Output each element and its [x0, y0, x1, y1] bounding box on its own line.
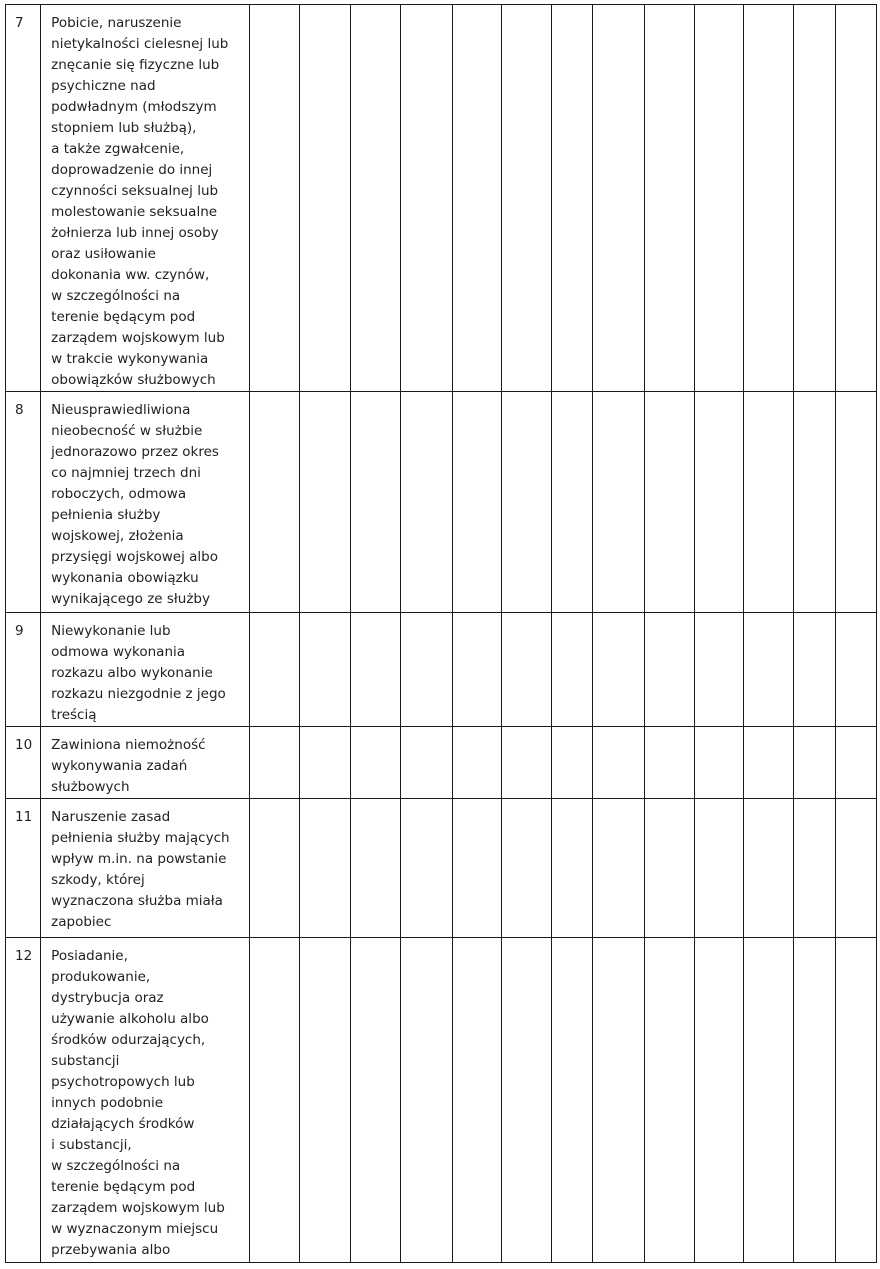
description-line: czynności seksualnej lub	[51, 183, 219, 199]
table-row	[6, 5, 877, 392]
empty-cell[interactable]	[744, 799, 794, 938]
empty-cell[interactable]	[552, 938, 593, 1263]
empty-cell[interactable]	[351, 5, 401, 392]
empty-cell[interactable]	[250, 5, 300, 392]
empty-cell[interactable]	[744, 5, 794, 392]
empty-cell[interactable]	[250, 727, 300, 799]
empty-cell[interactable]	[694, 5, 744, 392]
empty-cell[interactable]	[552, 392, 593, 613]
empty-cell[interactable]	[694, 392, 744, 613]
table-body	[6, 5, 877, 1263]
empty-cell[interactable]	[299, 392, 351, 613]
row-description	[41, 799, 250, 938]
row-description	[41, 5, 250, 392]
empty-cell[interactable]	[351, 938, 401, 1263]
description-line: nieobecność w służbie	[51, 423, 203, 439]
offense-table	[5, 4, 877, 1263]
table-row	[6, 392, 877, 613]
description-line: wykonania obowiązku	[51, 570, 199, 586]
description-line: Niewykonanie lub	[51, 623, 171, 639]
description-line: substancji	[51, 1053, 120, 1069]
empty-cell[interactable]	[744, 613, 794, 727]
empty-cell[interactable]	[835, 392, 877, 613]
description-line: rozkazu niezgodnie z jego	[51, 686, 226, 702]
row-description	[41, 938, 250, 1263]
description-line: jednorazowo przez okres	[51, 444, 219, 460]
description-line: służbowych	[51, 779, 130, 795]
empty-cell[interactable]	[351, 727, 401, 799]
description-line: psychiczne nad	[51, 78, 156, 94]
description-line: dokonania ww. czynów,	[51, 267, 210, 283]
description-line: odmowa wykonania	[51, 644, 186, 660]
empty-cell[interactable]	[835, 613, 877, 727]
row-description	[41, 727, 250, 799]
description-line: zarządem wojskowym lub	[51, 330, 225, 346]
empty-cell[interactable]	[351, 392, 401, 613]
row-number: 12	[6, 938, 41, 1263]
description-line: podwładnym (młodszym	[51, 99, 217, 115]
empty-cell[interactable]	[694, 613, 744, 727]
empty-cell[interactable]	[502, 727, 552, 799]
empty-cell[interactable]	[645, 799, 695, 938]
description-line: w trakcie wykonywania	[51, 351, 209, 367]
description-line: Pobicie, naruszenie	[51, 15, 182, 31]
empty-cell[interactable]	[552, 799, 593, 938]
description-line: w wyznaczonym miejscu	[51, 1221, 219, 1237]
empty-cell[interactable]	[593, 613, 645, 727]
description-line: znęcanie się fizyczne lub	[51, 57, 220, 73]
empty-cell[interactable]	[452, 727, 502, 799]
empty-cell[interactable]	[502, 392, 552, 613]
description-line: oraz usiłowanie	[51, 246, 156, 262]
empty-cell[interactable]	[835, 938, 877, 1263]
empty-cell[interactable]	[401, 392, 453, 613]
empty-cell[interactable]	[794, 727, 835, 799]
description-line: Zawiniona niemożność	[51, 737, 206, 753]
row-number: 9	[6, 613, 41, 727]
empty-cell[interactable]	[452, 392, 502, 613]
empty-cell[interactable]	[835, 727, 877, 799]
row-number: 7	[6, 5, 41, 392]
empty-cell[interactable]	[835, 5, 877, 392]
empty-cell[interactable]	[502, 799, 552, 938]
empty-cell[interactable]	[645, 727, 695, 799]
description-line: innych podobnie	[51, 1095, 164, 1111]
empty-cell[interactable]	[794, 938, 835, 1263]
table-row	[6, 727, 877, 799]
empty-cell[interactable]	[552, 5, 593, 392]
empty-cell[interactable]	[401, 938, 453, 1263]
empty-cell[interactable]	[299, 727, 351, 799]
description-line: w szczególności na	[51, 288, 181, 304]
table-row	[6, 613, 877, 727]
empty-cell[interactable]	[744, 938, 794, 1263]
description-line: psychotropowych lub	[51, 1074, 195, 1090]
description-line: produkowanie,	[51, 969, 151, 985]
empty-cell[interactable]	[452, 5, 502, 392]
row-number: 11	[6, 799, 41, 938]
empty-cell[interactable]	[452, 799, 502, 938]
empty-cell[interactable]	[299, 938, 351, 1263]
empty-cell[interactable]	[645, 613, 695, 727]
empty-cell[interactable]	[401, 5, 453, 392]
table-row	[6, 799, 877, 938]
empty-cell[interactable]	[694, 727, 744, 799]
empty-cell[interactable]	[645, 5, 695, 392]
description-line: terenie będącym pod	[51, 309, 196, 325]
description-line: roboczych, odmowa	[51, 486, 187, 502]
empty-cell[interactable]	[502, 938, 552, 1263]
empty-cell[interactable]	[351, 613, 401, 727]
empty-cell[interactable]	[250, 392, 300, 613]
empty-cell[interactable]	[645, 392, 695, 613]
empty-cell[interactable]	[593, 938, 645, 1263]
empty-cell[interactable]	[401, 799, 453, 938]
description-line: żołnierza lub innej osoby	[51, 225, 219, 241]
description-line: i substancji,	[51, 1137, 132, 1153]
description-line: wykonywania zadań	[51, 758, 188, 774]
empty-cell[interactable]	[250, 799, 300, 938]
empty-cell[interactable]	[593, 727, 645, 799]
description-line: co najmniej trzech dni	[51, 465, 201, 481]
description-line: dystrybucja oraz	[51, 990, 164, 1006]
description-line: Naruszenie zasad	[51, 809, 171, 825]
empty-cell[interactable]	[452, 938, 502, 1263]
description-line: obowiązków służbowych	[51, 372, 216, 388]
description-line: szkody, której	[51, 872, 145, 888]
row-number: 8	[6, 392, 41, 613]
empty-cell[interactable]	[794, 5, 835, 392]
empty-cell[interactable]	[552, 613, 593, 727]
description-line: Posiadanie,	[51, 948, 128, 964]
empty-cell[interactable]	[250, 613, 300, 727]
description-line: wyznaczona służba miała	[51, 893, 223, 909]
row-description	[41, 613, 250, 727]
empty-cell[interactable]	[694, 799, 744, 938]
description-line: terenie będącym pod	[51, 1179, 196, 1195]
description-line: przysięgi wojskowej albo	[51, 549, 218, 565]
empty-cell[interactable]	[744, 727, 794, 799]
empty-cell[interactable]	[593, 799, 645, 938]
empty-cell[interactable]	[299, 613, 351, 727]
description-line: a także zgwałcenie,	[51, 141, 185, 157]
description-line: wpływ m.in. na powstanie	[51, 851, 227, 867]
empty-cell[interactable]	[794, 392, 835, 613]
row-number: 10	[6, 727, 41, 799]
description-line: zapobiec	[51, 914, 112, 930]
empty-cell[interactable]	[502, 5, 552, 392]
empty-cell[interactable]	[401, 613, 453, 727]
description-line: molestowanie seksualne	[51, 204, 218, 220]
empty-cell[interactable]	[502, 613, 552, 727]
empty-cell[interactable]	[299, 799, 351, 938]
empty-cell[interactable]	[593, 392, 645, 613]
empty-cell[interactable]	[694, 938, 744, 1263]
description-line: treścią	[51, 707, 97, 723]
empty-cell[interactable]	[593, 5, 645, 392]
empty-cell[interactable]	[744, 392, 794, 613]
empty-cell[interactable]	[401, 727, 453, 799]
description-line: wojskowej, złożenia	[51, 528, 184, 544]
description-line: rozkazu albo wykonanie	[51, 665, 213, 681]
description-line: środków odurzających,	[51, 1032, 206, 1048]
description-line: doprowadzenie do innej	[51, 162, 213, 178]
row-description	[41, 392, 250, 613]
empty-cell[interactable]	[794, 613, 835, 727]
empty-cell[interactable]	[835, 799, 877, 938]
empty-cell[interactable]	[645, 938, 695, 1263]
table-row	[6, 938, 877, 1263]
empty-cell[interactable]	[452, 613, 502, 727]
empty-cell[interactable]	[250, 938, 300, 1263]
description-line: pełnienia służby	[51, 507, 161, 523]
description-line: wynikającego ze służby	[51, 591, 210, 607]
description-line: stopniem lub służbą),	[51, 120, 197, 136]
description-line: używanie alkoholu albo	[51, 1011, 209, 1027]
description-line: przebywania albo	[51, 1242, 171, 1258]
empty-cell[interactable]	[299, 5, 351, 392]
description-line: pełnienia służby mających	[51, 830, 230, 846]
empty-cell[interactable]	[794, 799, 835, 938]
description-line: działających środków	[51, 1116, 195, 1132]
description-line: nietykalności cielesnej lub	[51, 36, 229, 52]
description-line: w szczególności na	[51, 1158, 181, 1174]
empty-cell[interactable]	[351, 799, 401, 938]
description-line: Nieusprawiedliwiona	[51, 402, 191, 418]
empty-cell[interactable]	[552, 727, 593, 799]
description-line: zarządem wojskowym lub	[51, 1200, 225, 1216]
